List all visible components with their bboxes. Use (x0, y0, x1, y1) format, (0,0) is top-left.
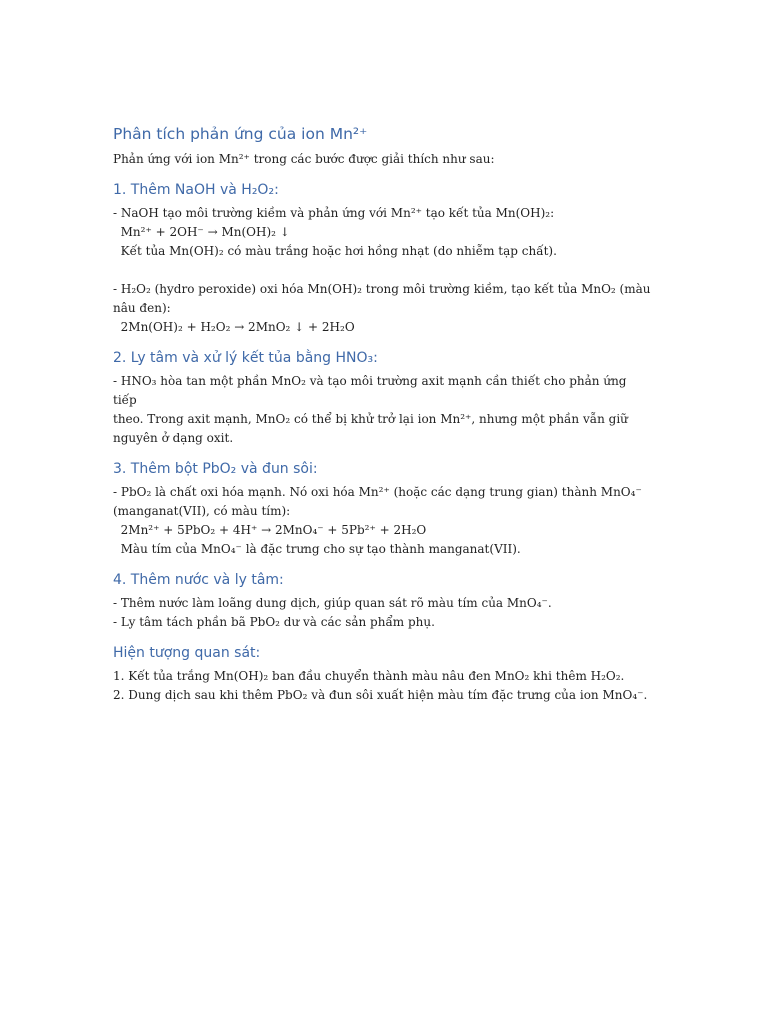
section-line: - PbO₂ là chất oxi hóa mạnh. Nó oxi hóa Mn²⁺ (hoặc các dạng trung gian) thành MnO₄⁻ (113, 485, 642, 499)
section-line: Màu tím của MnO₄⁻ là đặc trưng cho sự tạo thành manganat(VII). (113, 542, 521, 556)
list-item: 1. Kết tủa trắng Mn(OH)₂ ban đầu chuyển thành màu nâu đen MnO₂ khi thêm H₂O₂. (113, 669, 625, 683)
section-line: - Thêm nước làm loãng dung dịch, giúp quan sát rõ màu tím của MnO₄⁻. (113, 596, 552, 610)
section-line: theo. Trong axit mạnh, MnO₂ có thể bị khử trở lại ion Mn²⁺, nhưng một phần vẫn giữ (113, 412, 628, 426)
section-line: nguyên ở dạng oxit. (113, 431, 234, 445)
section-heading: Hiện tượng quan sát: (113, 645, 261, 661)
document-body (113, 124, 653, 705)
section-water-centrifuge (113, 570, 653, 632)
section-heading: 2. Ly tâm và xử lý kết tủa bằng HNO₃: (113, 350, 378, 366)
section-centrifuge-hno3 (113, 348, 653, 448)
section-line: (manganat(VII), có màu tím): (113, 504, 291, 518)
section-heading: 4. Thêm nước và ly tâm: (113, 572, 284, 588)
section-naoh-h2o2 (113, 180, 653, 337)
list-item: 2. Dung dịch sau khi thêm PbO₂ và đun sôi xuất hiện màu tím đặc trưng của ion MnO₄⁻. (113, 688, 648, 702)
section-observations (113, 643, 653, 705)
section-line: - HNO₃ hòa tan một phần MnO₂ và tạo môi trường axit mạnh cần thiết cho phản ứng tiếp (113, 374, 631, 407)
section-heading: 3. Thêm bột PbO₂ và đun sôi: (113, 461, 318, 477)
equation-line: 2Mn²⁺ + 5PbO₂ + 4H⁺ → 2MnO₄⁻ + 5Pb²⁺ + 2H₂O (113, 523, 427, 537)
section-heading: 1. Thêm NaOH và H₂O₂: (113, 182, 279, 198)
intro-text: Phản ứng với ion Mn²⁺ trong các bước được giải thích như sau: (113, 152, 495, 166)
page-title: Phân tích phản ứng của ion Mn²⁺ (113, 125, 368, 143)
section-line: - NaOH tạo môi trường kiềm và phản ứng với Mn²⁺ tạo kết tủa Mn(OH)₂: (113, 206, 555, 220)
equation-line: Mn²⁺ + 2OH⁻ → Mn(OH)₂ ↓ (113, 225, 290, 239)
section-pbo2-boil (113, 459, 653, 559)
section-line: Kết tủa Mn(OH)₂ có màu trắng hoặc hơi hồng nhạt (do nhiễm tạp chất). (113, 244, 557, 258)
section-line: - H₂O₂ (hydro peroxide) oxi hóa Mn(OH)₂ trong môi trường kiềm, tạo kết tủa MnO₂ (màu (113, 282, 651, 296)
blank-line (113, 261, 653, 280)
section-line: nâu đen): (113, 301, 171, 315)
equation-line: 2Mn(OH)₂ + H₂O₂ → 2MnO₂ ↓ + 2H₂O (113, 320, 355, 334)
section-line: - Ly tâm tách phần bã PbO₂ dư và các sản phẩm phụ. (113, 615, 435, 629)
